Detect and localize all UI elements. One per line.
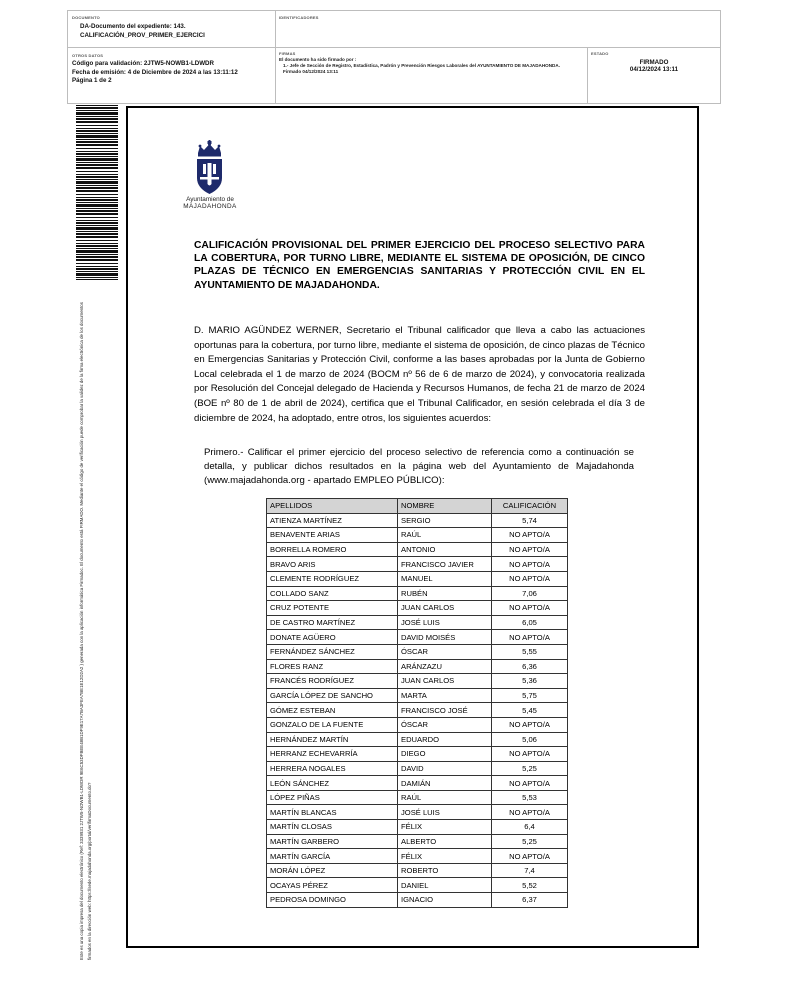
barcode-bar	[76, 254, 118, 255]
cell-nombre: FÉLIX	[398, 849, 492, 864]
barcode-bar	[76, 162, 118, 163]
barcode-bar	[76, 144, 118, 146]
table-row	[267, 805, 568, 820]
cell-calificacion: 7,06	[492, 586, 568, 601]
validation-code: Código para validación: 2JTW5-NOWB1-LDWDR	[72, 60, 214, 67]
barcode-bar	[76, 266, 118, 267]
barcode-bar	[76, 233, 118, 235]
header-divider	[275, 11, 276, 103]
table-row	[267, 644, 568, 659]
cell-nombre: FRANCISCO JOSÉ	[398, 703, 492, 718]
header-divider	[587, 47, 588, 103]
page-number: Página 1 de 2	[72, 77, 112, 85]
cell-nombre: ALBERTO	[398, 834, 492, 849]
cell-apellidos: HERNÁNDEZ MARTÍN	[267, 732, 398, 747]
cell-apellidos: PEDROSA DOMINGO	[267, 893, 398, 908]
table-row	[267, 615, 568, 630]
table-row	[267, 732, 568, 747]
barcode-bar	[76, 208, 118, 209]
cell-calificacion: 5,53	[492, 790, 568, 805]
barcode-bar	[76, 105, 118, 106]
cell-apellidos: GÓMEZ ESTEBAN	[267, 703, 398, 718]
barcode-bar	[76, 248, 118, 249]
cell-calificacion: 5,52	[492, 878, 568, 893]
cell-nombre: SERGIO	[398, 513, 492, 528]
table-row	[267, 601, 568, 616]
barcode-bar	[76, 151, 118, 152]
cell-apellidos: DONATE AGÜERO	[267, 630, 398, 645]
table-row	[267, 747, 568, 762]
barcode-bar	[76, 277, 118, 278]
barcode-bar	[76, 273, 118, 276]
document-title: CALIFICACIÓN PROVISIONAL DEL PRIMER EJERCICIO DEL PROCESO SELECTIVO PARA LA COBERTURA, POR TURNO LIBRE, MEDIANTE EL SISTEMA DE OPOSICIÓN, DE CINCO PLAZAS DE TÉCNICO EN EMERGENCIAS SANITARIAS Y PROTECCIÓN CIVIL EN EL AYUNTAMIENTO DE MAJADAHONDA.	[194, 240, 645, 291]
header-divider	[68, 47, 720, 48]
table-header-row	[267, 499, 568, 514]
table-row	[267, 878, 568, 893]
barcode-bar	[76, 164, 118, 166]
cell-calificacion: 5,25	[492, 834, 568, 849]
barcode-bar	[76, 141, 118, 143]
cell-apellidos: LÓPEZ PIÑAS	[267, 790, 398, 805]
column-header-calificacion: CALIFICACIÓN	[492, 499, 568, 514]
cell-calificacion: NO APTO/A	[492, 528, 568, 543]
intro-paragraph: D. MARIO AGÜNDEZ WERNER, Secretario el Tribunal calificador que lleva a cabo las actuaciones oportunas para la cobertura, por turno libre, mediante el sistema de oposición, de cinco plazas de Técnico en Emergencias Sanitarias y Protección Civil, conforme a las bases aprobadas por la Junta de Gobierno Local celebrada el 1 de marzo de 2024 (BOCM nº 56 de 6 de marzo de 2024), y convocatoria realizada por Resolución del Concejal delegado de Hacienda y Recursos Humanos, de fecha 21 de marzo de 2024 (BOE nº 80 de 1 de abril de 2024), certifica que el Tribunal Calificador, en sesión celebrada el día 3 de diciembre de 2024, ha adoptado, entre otros, los siguientes acuerdos:	[194, 325, 645, 424]
barcode-bar	[76, 236, 118, 238]
cell-calificacion: NO APTO/A	[492, 601, 568, 616]
cell-calificacion: 6,05	[492, 615, 568, 630]
table-row	[267, 513, 568, 528]
documento-label: DOCUMENTO	[72, 15, 100, 20]
logo-text-line-2: MAJADAHONDA	[183, 203, 237, 210]
cell-nombre: FRANCISCO JAVIER	[398, 557, 492, 572]
table-row	[267, 849, 568, 864]
barcode-bar	[76, 107, 118, 109]
barcode-bar	[76, 121, 118, 123]
barcode-bar	[76, 202, 118, 203]
table-row	[267, 761, 568, 776]
table-row	[267, 571, 568, 586]
barcode-bar	[76, 125, 118, 126]
table-row	[267, 703, 568, 718]
cell-apellidos: HERRERA NOGALES	[267, 761, 398, 776]
firmas-cell	[279, 51, 579, 76]
barcode-bar	[76, 231, 118, 232]
table-row	[267, 586, 568, 601]
cell-nombre: ÓSCAR	[398, 717, 492, 732]
barcode-bar	[76, 222, 118, 224]
table-row	[267, 863, 568, 878]
cell-nombre: MARTA	[398, 688, 492, 703]
cell-nombre: RAÚL	[398, 528, 492, 543]
table-row	[267, 557, 568, 572]
table-row	[267, 688, 568, 703]
barcode-bar	[76, 250, 118, 253]
cell-calificacion: NO APTO/A	[492, 849, 568, 864]
barcode-bar	[76, 130, 118, 132]
column-header-nombre: NOMBRE	[398, 499, 492, 514]
cell-apellidos: OCAYAS PÉREZ	[267, 878, 398, 893]
barcode-bar	[76, 185, 118, 186]
barcode-bar	[76, 225, 118, 226]
firmas-intro: El documento ha sido firmado por :	[279, 57, 357, 62]
cell-calificacion: NO APTO/A	[492, 776, 568, 791]
barcode-bar	[76, 259, 118, 261]
estado-value: FIRMADO	[639, 59, 669, 66]
cell-apellidos: CLEMENTE RODRÍGUEZ	[267, 571, 398, 586]
barcode-bar	[76, 167, 118, 169]
table-row	[267, 834, 568, 849]
table-row	[267, 820, 568, 835]
barcode-bar	[76, 210, 118, 212]
cell-calificacion: 5,06	[492, 732, 568, 747]
cell-nombre: DAVID MOISÉS	[398, 630, 492, 645]
cell-nombre: ROBERTO	[398, 863, 492, 878]
document-metadata-header	[67, 10, 721, 104]
cell-calificacion: NO APTO/A	[492, 717, 568, 732]
barcode-bar	[76, 204, 118, 207]
estado-label: ESTADO	[591, 51, 609, 56]
barcode-bar	[76, 190, 118, 192]
barcode-bar	[76, 217, 118, 218]
barcode-bar	[76, 116, 118, 117]
cell-apellidos: COLLADO SANZ	[267, 586, 398, 601]
barcode-bar	[76, 256, 118, 258]
table-row	[267, 790, 568, 805]
firmas-detail: 1.- Jefe de Sección de Registro, Estadística, Padrón y Prevención Riesgos Laborales del AYUNTAMIENTO DE MAJADAHONDA. Firmado 04/12/2024 13:11	[283, 63, 560, 75]
barcode-bar	[76, 179, 118, 180]
barcode-bar	[76, 176, 118, 178]
cell-calificacion: NO APTO/A	[492, 630, 568, 645]
barcode-bar	[76, 153, 118, 155]
table-row	[267, 674, 568, 689]
cell-nombre: ARÁNZAZU	[398, 659, 492, 674]
cell-apellidos: GARCÍA LÓPEZ DE SANCHO	[267, 688, 398, 703]
barcode-bar	[76, 240, 118, 241]
cell-nombre: FÉLIX	[398, 820, 492, 835]
cell-nombre: JOSÉ LUIS	[398, 805, 492, 820]
cell-calificacion: NO APTO/A	[492, 542, 568, 557]
cell-calificacion: 6,4	[492, 820, 568, 835]
estado-cell	[591, 51, 717, 73]
barcode-bar	[76, 213, 118, 215]
barcode-bar	[76, 220, 118, 221]
barcode-bar	[76, 158, 118, 161]
barcode-bar	[76, 174, 118, 175]
table-row	[267, 542, 568, 557]
cell-nombre: MANUEL	[398, 571, 492, 586]
cell-nombre: JUAN CARLOS	[398, 674, 492, 689]
table-row	[267, 630, 568, 645]
barcode-bar	[76, 112, 118, 115]
cell-calificacion: NO APTO/A	[492, 557, 568, 572]
cell-nombre: DIEGO	[398, 747, 492, 762]
barcode-bar	[76, 118, 118, 120]
cell-apellidos: BRAVO ARIS	[267, 557, 398, 572]
cell-calificacion: NO APTO/A	[492, 805, 568, 820]
barcode-bar	[76, 279, 118, 280]
barcode-bar	[76, 197, 118, 198]
column-header-apellidos: APELLIDOS	[267, 499, 398, 514]
cell-nombre: ANTONIO	[398, 542, 492, 557]
barcode-bar	[76, 199, 118, 201]
cell-calificacion: 6,37	[492, 893, 568, 908]
cell-apellidos: MARTÍN GARBERO	[267, 834, 398, 849]
cell-calificacion: 5,36	[492, 674, 568, 689]
barcode-bar	[76, 156, 118, 157]
barcode-bar	[76, 181, 118, 184]
cell-calificacion: 6,36	[492, 659, 568, 674]
cell-apellidos: DE CASTRO MARTÍNEZ	[267, 615, 398, 630]
majadahonda-coat-of-arms-icon	[187, 140, 232, 196]
cell-apellidos: HERRANZ ECHEVARRÍA	[267, 747, 398, 762]
cell-apellidos: BORRELLA ROMERO	[267, 542, 398, 557]
identificadores-cell	[279, 15, 319, 20]
table-row	[267, 659, 568, 674]
barcode-bar	[76, 187, 118, 189]
cell-nombre: RAÚL	[398, 790, 492, 805]
documento-cell	[72, 15, 272, 40]
barcode-bar	[76, 271, 118, 272]
firmas-label: FIRMAS	[279, 51, 296, 56]
barcode-bar	[76, 245, 118, 247]
cell-apellidos: FRANCÉS RODRÍGUEZ	[267, 674, 398, 689]
cell-calificacion: NO APTO/A	[492, 571, 568, 586]
barcode-bar	[76, 133, 118, 134]
otros-datos-cell	[72, 53, 272, 86]
documento-line-2: CALIFICACIÓN_PROV_PRIMER_EJERCICI	[80, 31, 205, 39]
table-row	[267, 528, 568, 543]
cell-apellidos: BENAVENTE ARIAS	[267, 528, 398, 543]
cell-nombre: ÓSCAR	[398, 644, 492, 659]
table-row	[267, 776, 568, 791]
cell-nombre: DAMIÁN	[398, 776, 492, 791]
cell-apellidos: MORÁN LÓPEZ	[267, 863, 398, 878]
cell-nombre: JUAN CARLOS	[398, 601, 492, 616]
barcode-bar	[76, 110, 118, 111]
table-row	[267, 893, 568, 908]
barcode-bar	[76, 135, 118, 138]
barcode-bar	[76, 268, 118, 270]
cell-apellidos: FLORES RANZ	[267, 659, 398, 674]
results-table	[266, 498, 568, 908]
cell-calificacion: 5,25	[492, 761, 568, 776]
identificadores-label: IDENTIFICADORES	[279, 15, 319, 20]
cell-calificacion: 5,74	[492, 513, 568, 528]
barcode-bar	[76, 148, 118, 149]
cell-apellidos: MARTÍN GARCÍA	[267, 849, 398, 864]
cell-apellidos: MARTÍN BLANCAS	[267, 805, 398, 820]
barcode-bar	[76, 263, 118, 264]
cell-calificacion: NO APTO/A	[492, 747, 568, 762]
cell-apellidos: LEÓN SÁNCHEZ	[267, 776, 398, 791]
cell-apellidos: FERNÁNDEZ SÁNCHEZ	[267, 644, 398, 659]
emission-date: Fecha de emisión: 4 de Diciembre de 2024 a las 13:11:12	[72, 68, 238, 76]
cell-apellidos: MARTÍN CLOSAS	[267, 820, 398, 835]
barcode-bar	[76, 227, 118, 230]
validation-barcode	[76, 105, 118, 280]
cell-calificacion: 5,45	[492, 703, 568, 718]
cell-calificacion: 5,55	[492, 644, 568, 659]
logo-text-line-1: Ayuntamiento de	[186, 196, 234, 203]
cell-nombre: EDUARDO	[398, 732, 492, 747]
cell-calificacion: 7,4	[492, 863, 568, 878]
estado-date: 04/12/2024 13:11	[629, 66, 679, 73]
barcode-bar	[76, 243, 118, 244]
verification-sidebar-text: Este es una copia impresa del documento electrónico (Ref: 3339931 2JTW5-NOWB1-LDWDR 9E6C53DFBEE48B1DF9E17A7BA3FEA7BE1E12D2A2 ) generada con la aplicación informática Firmadoc. El documento está FIRMADO. Mediante el código de verificación puede comprobar la validez de la firma electrónica de los documentos firmados en la dirección web: https://sede.majadahonda.org/portal/verifirmaDocumento.do?	[79, 302, 92, 960]
cell-calificacion: 5,75	[492, 688, 568, 703]
barcode-bar	[76, 128, 118, 129]
barcode-bar	[76, 194, 118, 195]
cell-nombre: DAVID	[398, 761, 492, 776]
first-agreement-paragraph: Primero.- Calificar el primer ejercicio del proceso selectivo de referencia como a continuación se detalla, y publicar dichos resultados en la página web del Ayuntamiento de Majadahonda (www.majadahonda.org - apartado EMPLEO PÚBLICO):	[204, 447, 634, 487]
cell-nombre: RUBÉN	[398, 586, 492, 601]
barcode-bar	[76, 139, 118, 140]
cell-nombre: IGNACIO	[398, 893, 492, 908]
cell-nombre: JOSÉ LUIS	[398, 615, 492, 630]
documento-line-1: DA-Documento del expediente: 143.	[80, 23, 186, 30]
cell-nombre: DANIEL	[398, 878, 492, 893]
cell-apellidos: CRUZ POTENTE	[267, 601, 398, 616]
cell-apellidos: GONZALO DE LA FUENTE	[267, 717, 398, 732]
cell-apellidos: ATIENZA MARTÍNEZ	[267, 513, 398, 528]
table-row	[267, 717, 568, 732]
barcode-bar	[76, 171, 118, 172]
otros-datos-label: OTROS DATOS	[72, 53, 104, 58]
